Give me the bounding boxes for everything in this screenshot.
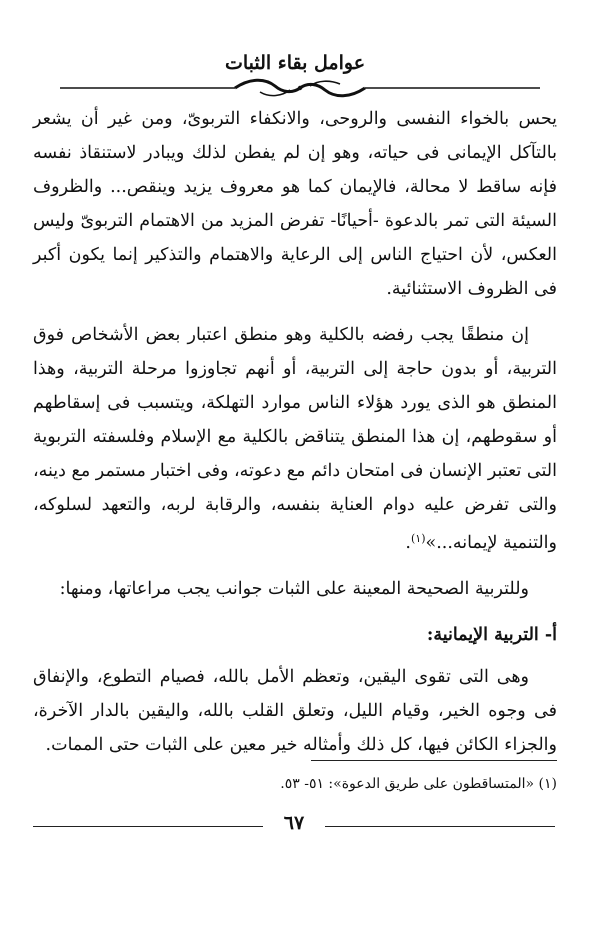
page-number: ٦٧ <box>283 812 305 834</box>
footer-rule-left <box>33 826 263 827</box>
footnote: (١) «المتساقطون على طريق الدعوة»: ٥١- ٥٣. <box>280 776 557 792</box>
running-title: عوامل بقاء الثبات <box>224 52 366 74</box>
paragraph: وللتربية الصحيحة المعينة على الثبات جوانب يجب مراعاتها، ومنها: <box>59 579 529 599</box>
footnote-separator <box>311 760 557 761</box>
paragraph-text: إن منطقًا يجب رفضه بالكلية وهو منطق اعتبار بعض الأشخاص فوق التربية، أو بدون حاجة إلى التربية، أو أنهم تجاوزوا مرحلة التربية، وهذا المنطق هو الذى يورد هؤلاء الناس موارد التهلكة، ويتسبب فى إسقاطهم أو سقوطهم، إن هذا المنطق يتناقض بالكلية مع الإسلام وفلسفته التربوية التى تعتبر الإنسان فى امتحان دائم مع دعوته، وفى اختبار مستمر مع دينه، والتى تفرض عليه دوام العناية بنفسه، والرقابة لربه، والتعهد لسلوكه، والتنمية لإيمانه...» <box>33 325 557 553</box>
paragraph: وهى التى تقوى اليقين، وتعظم الأمل بالله، فصيام التطوع، والإنفاق فى وجوه الخير، وقيام الليل، وتعلق القلب بالله، واليقين بالدار الآخرة، والجزاء الكائن فيها، كل ذلك وأمثاله خير معين على الثبات حتى الممات. <box>33 667 557 755</box>
section-heading: أ- التربية الإيمانية: <box>426 625 557 645</box>
paragraph-end: . <box>405 533 411 553</box>
header-ornament <box>60 76 540 100</box>
main-text <box>33 102 557 762</box>
paragraph: يحس بالخواء النفسى والروحى، والانكفاء التربوىّ، ومن غير أن يشعر بالتآكل الإيمانى فى حياته، وهو إن لم يفطن لذلك ويبادر لاستنقاذ نفسه فإنه ساقط لا محالة، فالإيمان كما هو معروف يزيد وينقص... والظروف السيئة التى تمر بالدعوة -أحيانًا- تفرض المزيد من الاهتمام التربوىّ وليس العكس، لأن احتياج الناس إلى الرعاية والاهتمام والتذكير إنما يكون أكبر فى الظروف الاستثنائية. <box>33 109 557 299</box>
paragraph <box>33 318 557 560</box>
footnote-marker: (١) <box>410 532 426 545</box>
footer-rule-right <box>325 826 555 827</box>
